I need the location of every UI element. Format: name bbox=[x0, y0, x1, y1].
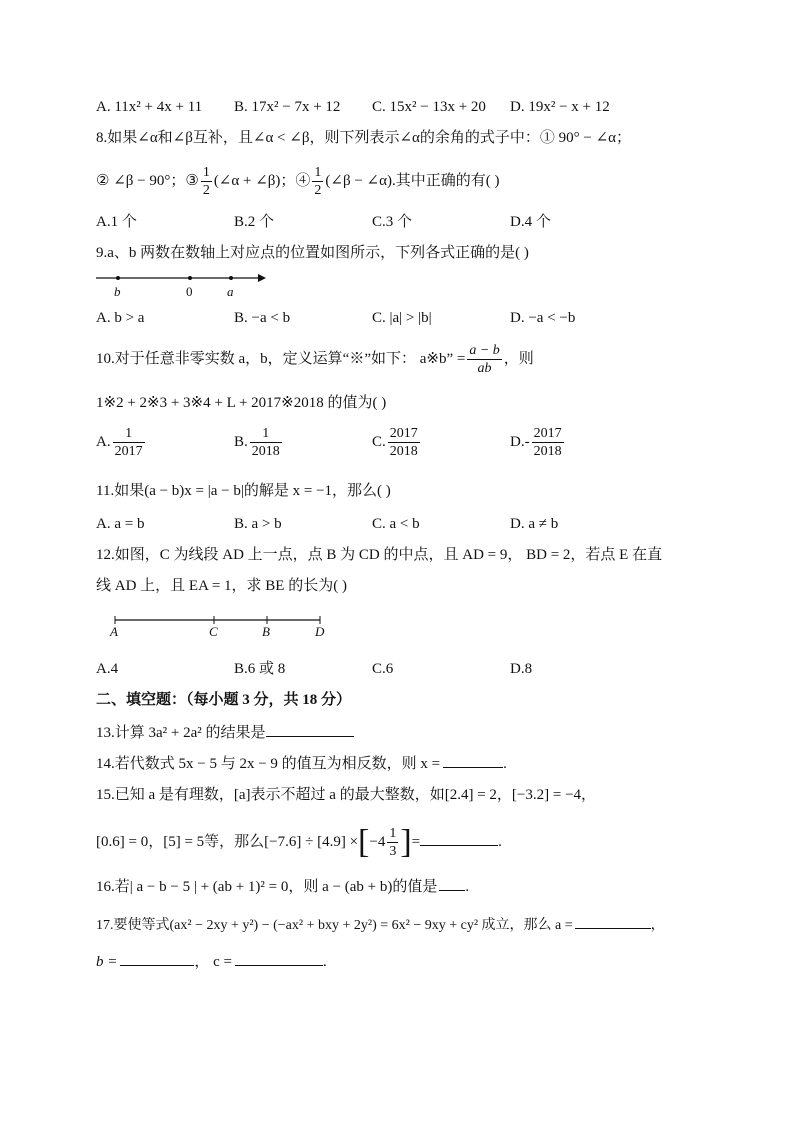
q17-c-answer-blank bbox=[235, 951, 323, 966]
q12-option-a: A.4 bbox=[96, 661, 119, 677]
fraction-denominator: 2017 bbox=[114, 444, 143, 460]
q8-half-fraction-2 bbox=[312, 164, 323, 199]
q10-stem-part-a: 10.对于任意非零实数 a，b，定义运算“※”如下： a※b” = bbox=[96, 351, 466, 367]
q7-option-d: D. 19x² − x + 12 bbox=[510, 99, 610, 115]
q10-definition-fraction bbox=[467, 342, 501, 377]
q13-answer-blank bbox=[266, 722, 354, 737]
option-prefix: A. bbox=[96, 434, 111, 450]
fraction-numerator: 1 bbox=[113, 425, 145, 443]
q17-comma: ， bbox=[650, 918, 665, 933]
q11-option-a: A. a = b bbox=[96, 516, 145, 532]
q17-b-answer-blank bbox=[120, 951, 194, 966]
q15-mixed-fraction bbox=[387, 825, 398, 860]
fraction-denominator: 2 bbox=[202, 183, 210, 199]
q15-equals: = bbox=[411, 834, 421, 850]
point-b-label: b bbox=[114, 284, 121, 299]
q8-option-d: D.4 个 bbox=[510, 214, 551, 230]
left-bracket: [ bbox=[358, 823, 370, 861]
q17-stem-line1 bbox=[96, 914, 665, 936]
q8-line2-part-b: (∠α + ∠β)；④ bbox=[213, 173, 311, 189]
q16-end: . bbox=[465, 879, 470, 895]
q17-b-label: b = bbox=[96, 954, 118, 970]
q10-option-d bbox=[510, 424, 566, 460]
q17-a-answer-blank bbox=[575, 914, 651, 929]
q17-c-label: ， c = bbox=[194, 954, 232, 970]
q10-option-b bbox=[234, 424, 284, 460]
q12-option-c: C.6 bbox=[372, 661, 394, 677]
point-b-dot bbox=[116, 276, 120, 280]
point-a-dot bbox=[229, 276, 233, 280]
q15-stem-line2 bbox=[96, 822, 502, 863]
q12-option-d: D.8 bbox=[510, 661, 533, 677]
option-prefix: C. bbox=[372, 434, 386, 450]
fraction-numerator: 1 bbox=[250, 425, 282, 443]
fraction-denominator: 2018 bbox=[251, 444, 280, 460]
q10-option-a bbox=[96, 424, 147, 460]
point-0-label: 0 bbox=[186, 284, 193, 299]
q14-stem bbox=[96, 753, 507, 774]
q10-option-c bbox=[372, 424, 422, 460]
q9-option-c: C. |a| > |b| bbox=[372, 310, 432, 326]
q8-option-b: B.2 个 bbox=[234, 214, 275, 230]
option-prefix: D.- bbox=[510, 434, 530, 450]
q7-option-c: C. 15x² − 13x + 20 bbox=[372, 99, 486, 115]
q11-option-c: C. a < b bbox=[372, 516, 420, 532]
fraction-denominator: 2018 bbox=[389, 444, 418, 460]
q11-option-b: B. a > b bbox=[234, 516, 282, 532]
option-prefix: B. bbox=[234, 434, 248, 450]
q15-end: . bbox=[498, 834, 502, 850]
q7-option-a: A. 11x² + 4x + 11 bbox=[96, 99, 203, 115]
fraction-denominator: 2 bbox=[314, 183, 322, 199]
option-fraction bbox=[113, 425, 145, 460]
q16-stem bbox=[96, 876, 469, 897]
q11-stem: 11.如果(a − b)x = |a − b|的解是 x = −1，那么( ) bbox=[96, 483, 391, 499]
point-c-label: C bbox=[209, 624, 218, 639]
q8-line2-part-c: (∠β − ∠α).其中正确的有( ) bbox=[325, 173, 500, 189]
q13-text: 13.计算 3a² + 2a² 的结果是 bbox=[96, 725, 266, 741]
option-fraction bbox=[388, 425, 420, 460]
right-bracket: ] bbox=[400, 823, 412, 861]
q15-line2-part-a: [0.6] = 0，[5] = 5等，那么[−7.6] ÷ [4.9] × bbox=[96, 834, 359, 850]
q9-option-a: A. b > a bbox=[96, 310, 145, 326]
q16-answer-blank bbox=[439, 876, 465, 891]
q15-mixed-whole: −4 bbox=[369, 834, 386, 850]
option-fraction bbox=[250, 425, 282, 460]
q15-stem-line1: 15.已知 a 是有理数，[a]表示不超过 a 的最大整数，如[2.4] = 2，[−3.2] = −4， bbox=[96, 787, 597, 803]
q8-line2-part-a: ② ∠β − 90°；③ bbox=[96, 173, 199, 189]
q14-end: . bbox=[503, 756, 507, 772]
fraction-numerator: 2017 bbox=[389, 426, 418, 442]
q11-option-d: D. a ≠ b bbox=[510, 516, 559, 532]
fraction-denominator: 2018 bbox=[533, 444, 562, 460]
q9-stem: 9.a、b 两数在数轴上对应点的位置如图所示，下列各式正确的是( ) bbox=[96, 245, 529, 261]
q12-segment-diagram bbox=[110, 612, 330, 642]
point-a-label: a bbox=[227, 284, 234, 299]
q9-option-d: D. −a < −b bbox=[510, 310, 576, 326]
q12-stem-line2: 线 AD 上，且 EA = 1，求 BE 的长为( ) bbox=[96, 578, 347, 594]
point-0-dot bbox=[188, 276, 192, 280]
q8-stem-line1: 8.如果∠α和∠β互补，且∠α < ∠β，则下列表示∠α的余角的式子中：① 90° − ∠α； bbox=[96, 130, 632, 146]
q14-answer-blank bbox=[443, 753, 503, 768]
point-a-label: A bbox=[110, 624, 118, 639]
fraction-numerator: a − b bbox=[469, 343, 500, 359]
q12-stem-line1: 12.如图，C 为线段 AD 上一点，点 B 为 CD 的中点，且 AD = 9， BD = 2，若点 E 在直 bbox=[96, 547, 663, 563]
q13-stem bbox=[96, 722, 354, 743]
q14-text: 14.若代数式 5x − 5 与 2x − 9 的值互为相反数，则 x = bbox=[96, 756, 441, 772]
fraction-numerator: 1 bbox=[314, 165, 322, 181]
q8-option-a: A.1 个 bbox=[96, 214, 137, 230]
fraction-numerator: 1 bbox=[202, 165, 210, 181]
point-d-label: D bbox=[315, 624, 325, 639]
q9-option-b: B. −a < b bbox=[234, 310, 291, 326]
q12-option-b: B.6 或 8 bbox=[234, 661, 286, 677]
q10-stem bbox=[96, 342, 534, 377]
number-line-arrow bbox=[258, 274, 266, 282]
fraction-numerator: 1 bbox=[389, 826, 397, 842]
point-b-label: B bbox=[262, 624, 270, 639]
q17-stem-line2 bbox=[96, 951, 327, 972]
q10-stem-line2: 1※2 + 2※3 + 3※4 + L + 2017※2018 的值为( ) bbox=[96, 395, 387, 411]
q16-text: 16.若| a − b − 5 | + (ab + 1)² = 0，则 a − (ab + b)的值是 bbox=[96, 879, 438, 895]
fraction-numerator: 2017 bbox=[533, 426, 562, 442]
q8-half-fraction-1 bbox=[201, 164, 212, 199]
fraction-denominator: ab bbox=[477, 361, 492, 377]
fraction-denominator: 3 bbox=[389, 844, 397, 860]
q7-option-b: B. 17x² − 7x + 12 bbox=[234, 99, 341, 115]
q8-option-c: C.3 个 bbox=[372, 214, 413, 230]
q17-text: 17.要使等式(ax² − 2xy + y²) − (−ax² + bxy + 2y²) = 6x² − 9xy + cy² 成立，那么 a = bbox=[96, 918, 573, 933]
q8-stem-line2 bbox=[96, 164, 499, 199]
q9-number-line bbox=[96, 268, 276, 298]
q10-stem-part-b: ，则 bbox=[503, 351, 534, 367]
option-fraction bbox=[532, 425, 564, 460]
q15-answer-blank bbox=[420, 831, 498, 846]
section-heading-fill-in: 二、填空题：（每小题 3 分，共 18 分） bbox=[96, 692, 352, 708]
q17-end: . bbox=[323, 954, 327, 970]
